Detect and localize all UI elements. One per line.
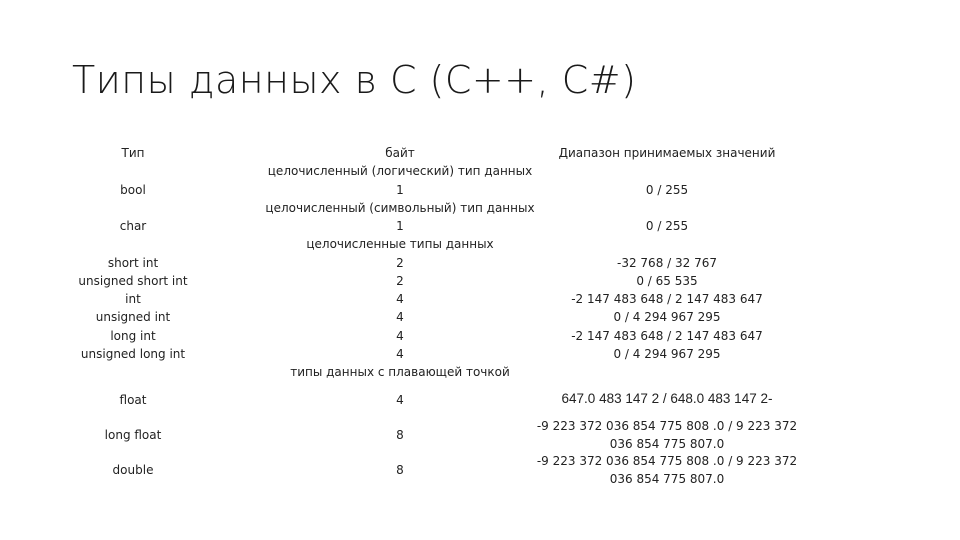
type-cell: short int (107, 256, 159, 270)
range-cell: 0 / 255 (645, 219, 689, 233)
bytes-cell: 1 (396, 183, 404, 197)
range-cell: -2 147 483 648 / 2 147 483 647 (571, 292, 763, 306)
type-cell: unsigned long int (80, 347, 186, 361)
section-label: целочисленные типы данных (306, 237, 494, 251)
slide-title: Типы данных в С (С++, С#) (72, 58, 637, 102)
header-type: Тип (121, 146, 145, 160)
bytes-cell: 4 (396, 292, 404, 306)
range-cell: 0 / 65 535 (636, 274, 698, 288)
range-cell: -9 223 372 036 854 775 808 .0 / 9 223 372 036 854 775 807.0 (536, 454, 798, 486)
header-bytes: байт (385, 146, 415, 160)
type-cell: unsigned short int (78, 274, 188, 288)
range-cell: 0 / 255 (645, 183, 689, 197)
range-cell: 0 / 4 294 967 295 (613, 347, 721, 361)
type-cell: char (119, 219, 147, 233)
bytes-cell: 4 (396, 310, 404, 324)
section-label: целочисленный (символьный) тип данных (265, 201, 535, 215)
type-cell: long float (104, 428, 162, 442)
header-range: Диапазон принимаемых значений (558, 146, 776, 160)
type-cell: long int (110, 329, 156, 343)
range-cell: 0 / 4 294 967 295 (613, 310, 721, 324)
range-cell: -9 223 372 036 854 775 808 .0 / 9 223 372 036 854 775 807.0 (536, 419, 798, 451)
type-cell: bool (120, 183, 146, 197)
bytes-cell: 8 (396, 428, 404, 442)
range-cell: 647.0 483 147 2 / 648.0 483 147 2- (561, 391, 773, 406)
bytes-cell: 4 (396, 393, 404, 407)
bytes-cell: 2 (396, 256, 404, 270)
type-cell: double (112, 463, 154, 477)
bytes-cell: 8 (396, 463, 404, 477)
section-label: типы данных с плавающей точкой (290, 365, 510, 379)
type-cell: float (119, 393, 147, 407)
type-cell: unsigned int (95, 310, 171, 324)
bytes-cell: 4 (396, 329, 404, 343)
type-cell: int (125, 292, 141, 306)
range-cell: -32 768 / 32 767 (617, 256, 717, 270)
bytes-cell: 1 (396, 219, 404, 233)
range-cell: -2 147 483 648 / 2 147 483 647 (571, 329, 763, 343)
bytes-cell: 2 (396, 274, 404, 288)
section-label: целочисленный (логический) тип данных (267, 164, 533, 178)
bytes-cell: 4 (396, 347, 404, 361)
